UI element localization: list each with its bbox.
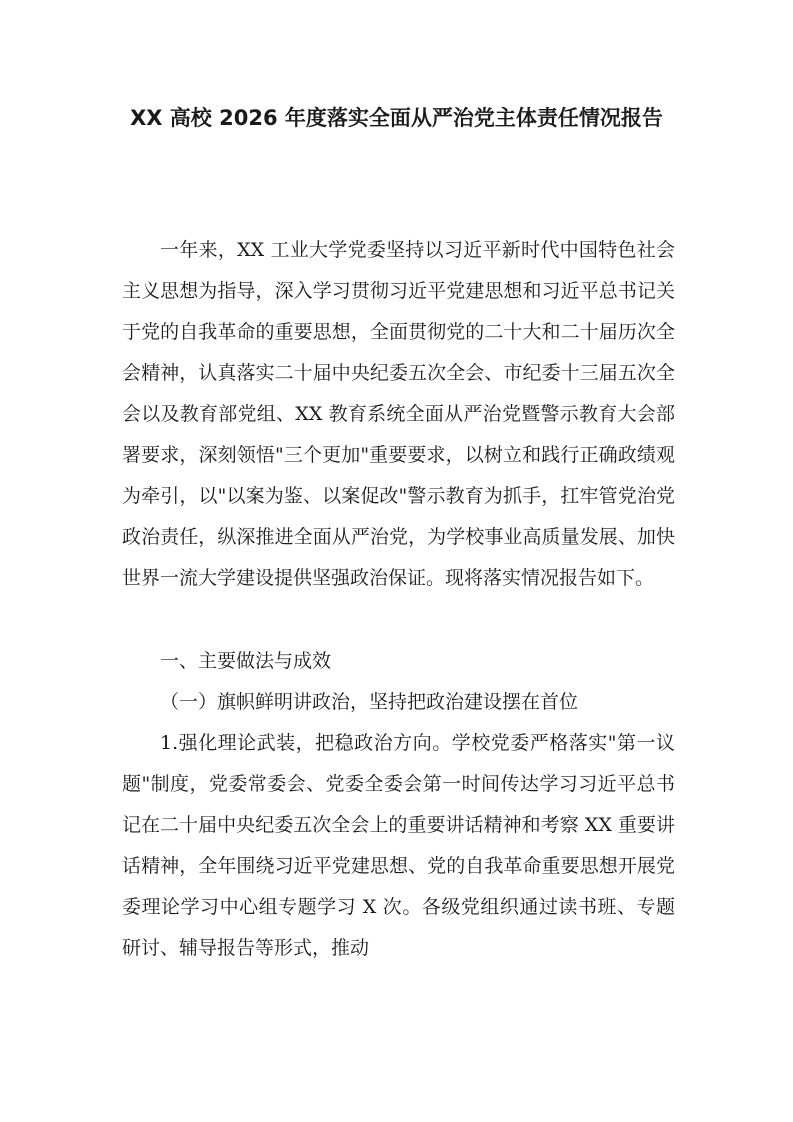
paragraph-gap: [122, 599, 675, 641]
document-title: XX 高校 2026 年度落实全面从严治党主体责任情况报告: [130, 106, 663, 130]
subsection-heading: （一）旗帜鲜明讲政治，坚持把政治建设摆在首位: [160, 691, 579, 713]
section-heading: 一、主要做法与成效: [160, 650, 332, 672]
document-body: [122, 230, 675, 969]
intro-paragraph: 一年来，XX 工业大学党委坚持以习近平新时代中国特色社会主义思想为指导，深入学习贯彻习近平党建思想和习近平总书记关于党的自我革命的重要思想，全面贯彻党的二十大和二十届历次全会精神，认真落实二十届中央纪委五次全会、市纪委十三届五次全会以及教育部党组、XX 教育系统全面从严治党暨警示教育大会部署要求，深刻领悟"三个更加"重要要求，以树立和践行正确政绩观为牵引，以"以案为鉴、以案促改"警示教育为抓手，扛牢管党治党政治责任，纵深推进全面从严治党，为学校事业高质量发展、加快世界一流大学建设提供坚强政治保证。现将落实情况报告如下。: [122, 239, 675, 589]
item-paragraph: 1.强化理论武装，把稳政治方向。学校党委严格落实"第一议题"制度，党委常委会、党委全委会第一时间传达学习习近平总书记在二十届中央纪委五次全会上的重要讲话精神和考察 XX 重要讲话精神，全年围绕习近平党建思想、党的自我革命重要思想开展党委理论学习中心组专题学习 X 次。各级党组织通过读书班、专题研讨、辅导报告等形式，推动: [122, 732, 675, 959]
